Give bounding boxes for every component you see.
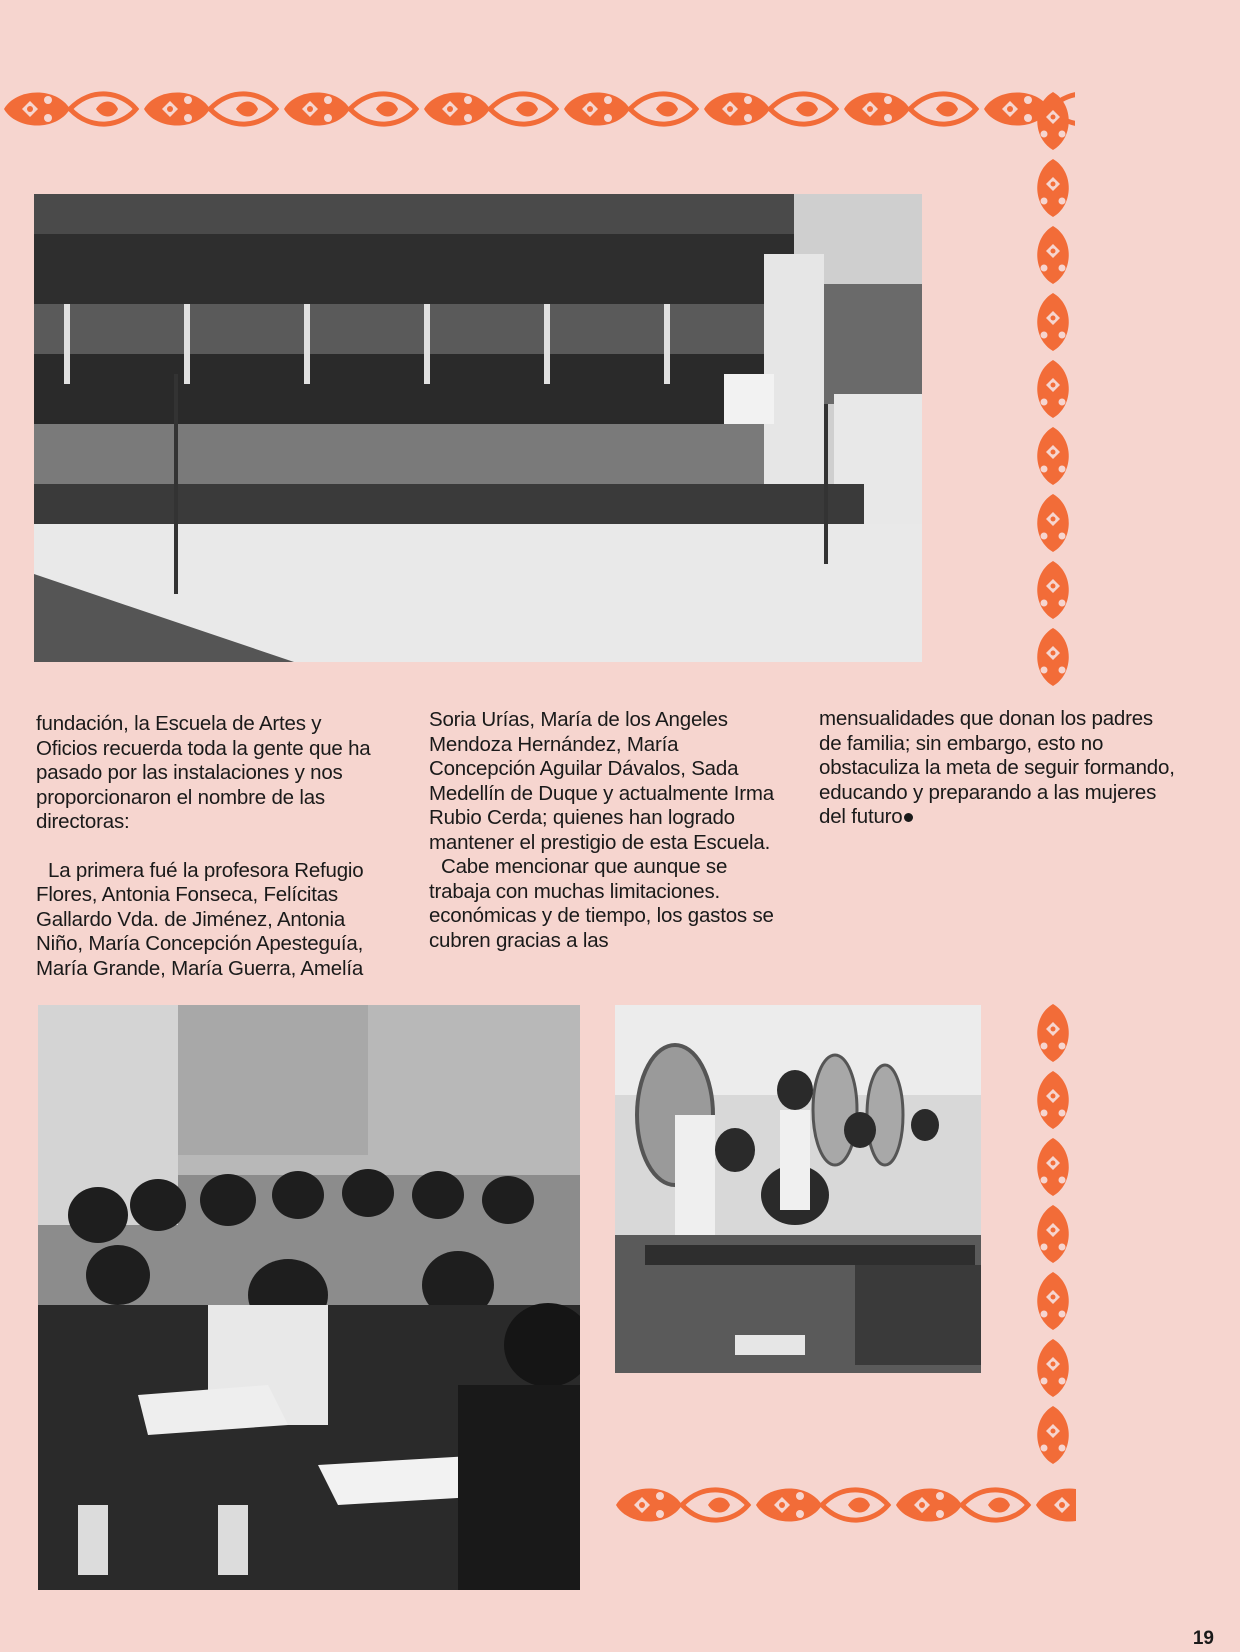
column-1-paragraph-2: La primera fué la profesora Refugio Flores, Antonia Fonseca, Felícitas Gallardo Vda. de Jiménez, Antonia Niño, María Concepción Apesteguía, María Grande, María Guerra, Amelía xyxy=(36,858,364,980)
page-number: 19 xyxy=(1192,1628,1214,1649)
article-column-3 xyxy=(819,707,1179,830)
photo-beauty-salon-workshop xyxy=(615,1005,981,1373)
top-ornament-border xyxy=(0,84,1075,134)
right-ornament-border-upper xyxy=(1030,88,1076,688)
column-1-paragraph-1: fundación, la Escuela de Artes y Oficios recuerda toda la gente que ha pasado por las instalaciones y nos proporcionaron el nombre de las directoras: xyxy=(36,712,371,833)
column-2-paragraph-1: Soria Urías, María de los Angeles Mendoza Hernández, María Concepción Aguilar Dávalos, Sada Medellín de Duque y actualmente Irma Rubio Cerda; quienes han logrado mantener el prestigio de esta Escuela. xyxy=(429,708,774,854)
end-bullet xyxy=(904,813,913,822)
article-column-2 xyxy=(429,708,789,953)
column-2-paragraph-2: Cabe mencionar que aunque se trabaja con muchas limitaciones. económicas y de tiempo, los gastos se cubren gracias a las xyxy=(429,855,774,952)
right-ornament-border-lower xyxy=(1030,1000,1076,1470)
column-3-paragraph-1: mensualidades que donan los padres de familia; sin embargo, esto no obstaculiza la meta de seguir formando, educando y preparando a las mujeres del futuro xyxy=(819,707,1175,828)
article-column-1 xyxy=(36,712,386,981)
photo-classroom-students xyxy=(38,1005,580,1590)
photo-school-building xyxy=(34,194,922,662)
bottom-ornament-border xyxy=(612,1480,1076,1530)
